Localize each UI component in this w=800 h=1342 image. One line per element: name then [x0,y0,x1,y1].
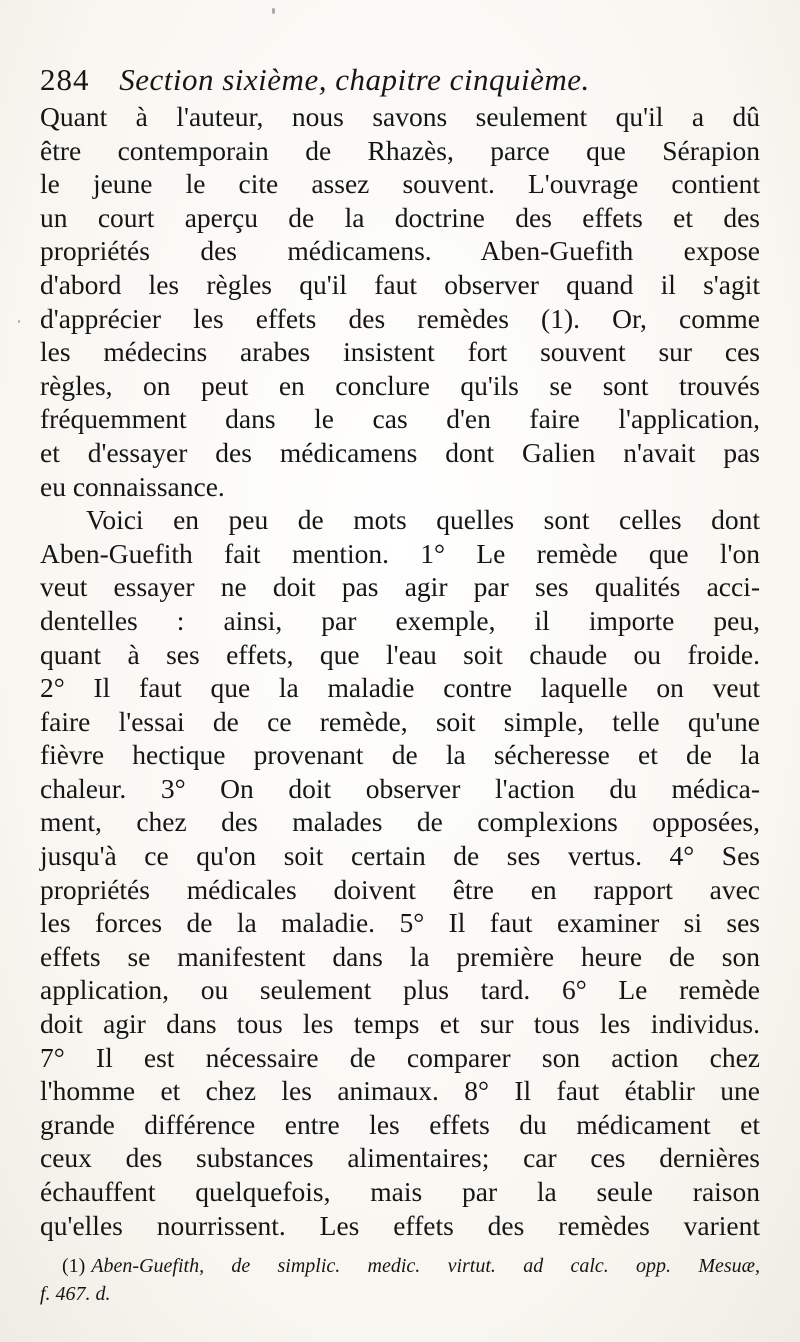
text-line: fièvre hectique provenant de la sécheresse et de la [40,739,760,771]
text-line: veut essayer ne doit pas agir par ses qualités acci- [40,571,760,603]
footnote-marker: (1) [62,1255,86,1277]
text-line: et d'essayer des médicamens dont Galien n'avait pas [40,436,760,468]
text-line: 7° Il est nécessaire de comparer son action chez [40,1041,760,1073]
text-line: règles, on peut en conclure qu'ils se sont trouvés [40,369,760,401]
text-line: faire l'essai de ce remède, soit simple, telle qu'une [40,705,760,737]
paragraph-start-line: Voici en peu de mots quelles sont celles dont [86,504,760,536]
text-line: dentelles : ainsi, par exemple, il importe peu, [40,604,760,636]
running-head [40,60,780,100]
text-line: d'abord les règles qu'il faut observer quand il s'agit [40,268,760,300]
text-line: ceux des substances alimentaires; car ces dernières [40,1142,760,1174]
text-line: les médecins arabes insistent fort souvent sur ces [40,336,760,368]
text-line: chaleur. 3° On doit observer l'action du médica- [40,772,760,804]
page-number: 284 [40,62,90,97]
footnote-line [40,1252,760,1280]
text-line: propriétés des médicamens. Aben-Guefith expose [40,235,760,267]
text-line: grande différence entre les effets du médicament et [40,1108,760,1140]
chapter-title: Section sixième, chapitre cinquième. [119,62,590,97]
text-line: l'homme et chez les animaux. 8° Il faut établir une [40,1075,760,1107]
text-line: doit agir dans tous les temps et sur tous les individus. [40,1008,760,1040]
text-line: jusqu'à ce qu'on soit certain de ses vertus. 4° Ses [40,840,760,872]
text-line: un court aperçu de la doctrine des effets et des [40,201,760,233]
footnote [40,1252,760,1308]
footnote-citation: Aben-Guefith, de simplic. medic. virtut. ad calc. opp. Mesuæ, [91,1255,760,1277]
text-line: Aben-Guefith fait mention. 1° Le remède que l'on [40,537,760,569]
text-line: le jeune le cite assez souvent. L'ouvrage contient [40,168,760,200]
text-line: qu'elles nourrissent. Les effets des remèdes varient [40,1209,760,1241]
body-text [40,100,760,1242]
text-line: eu connaissance. [40,470,225,502]
footnote-line-continued: f. 467. d. [40,1283,111,1305]
ink-speck [272,8,275,14]
text-line: effets se manifestent dans la première heure de son [40,940,760,972]
text-line: ment, chez des malades de complexions opposées, [40,806,760,838]
text-line: d'apprécier les effets des remèdes (1). Or, comme [40,302,760,334]
text-line: échauffent quelquefois, mais par la seule raison [40,1176,760,1207]
text-line: application, ou seulement plus tard. 6° Le remède [40,974,760,1006]
text-line: propriétés médicales doivent être en rapport avec [40,873,760,905]
text-line: quant à ses effets, que l'eau soit chaude ou froide. [40,638,760,670]
text-line: les forces de la maladie. 5° Il faut examiner si ses [40,907,760,939]
text-line: Quant à l'auteur, nous savons seulement qu'il a dû [40,101,760,132]
text-line: 2° Il faut que la maladie contre laquelle on veut [40,672,760,704]
text-line: fréquemment dans le cas d'en faire l'application, [40,403,760,435]
text-line: être contemporain de Rhazès, parce que Sérapion [40,134,760,166]
ink-speck [18,320,20,323]
